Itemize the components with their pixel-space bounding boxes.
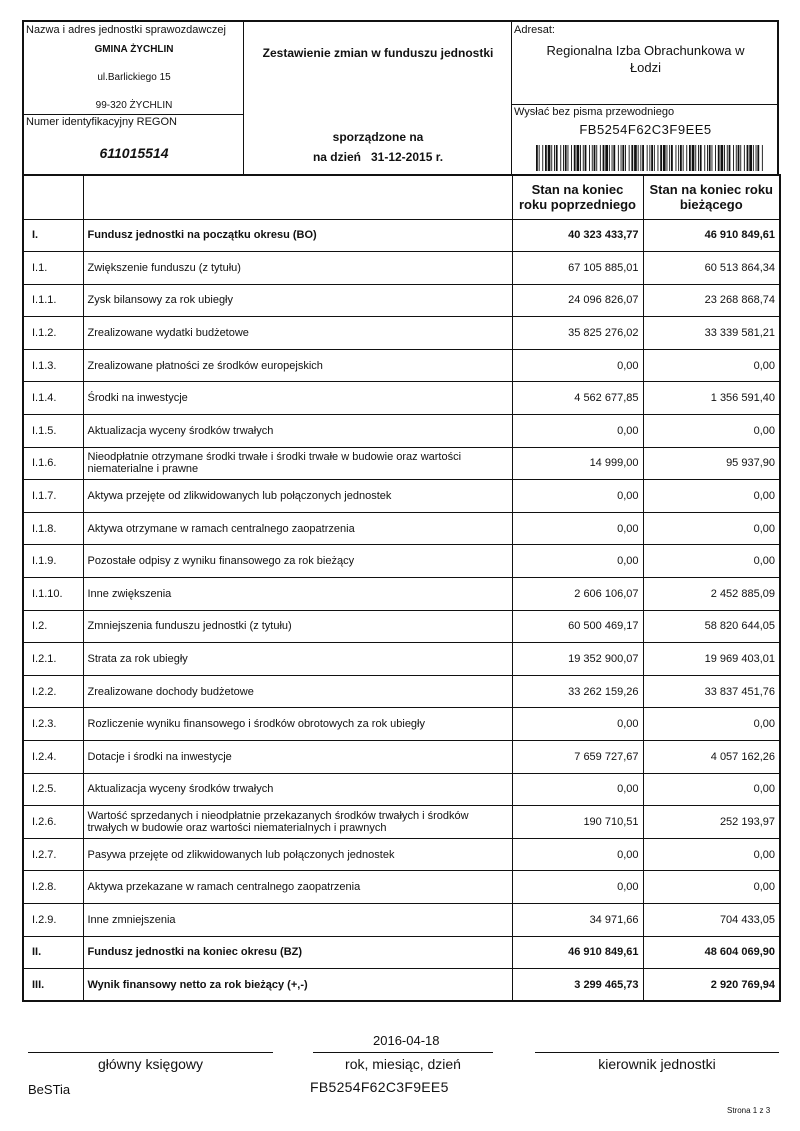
row-prev-value: 0,00 — [512, 545, 643, 578]
row-prev-value: 40 323 433,77 — [512, 219, 643, 252]
row-current-value: 0,00 — [643, 708, 780, 741]
table-row — [23, 349, 780, 382]
table-row — [23, 219, 780, 252]
unit-label: Nazwa i adres jednostki sprawozdawczej — [26, 24, 226, 36]
header-label — [83, 175, 512, 219]
row-number: I.2.6. — [23, 806, 83, 839]
row-prev-value: 0,00 — [512, 512, 643, 545]
table-row — [23, 838, 780, 871]
table-row — [23, 545, 780, 578]
header-prev-year: Stan na koniec roku poprzedniego — [512, 175, 643, 219]
addressee-line-1: Regionalna Izba Obrachunkowa w — [546, 43, 745, 58]
report-header — [22, 20, 779, 174]
table-row — [23, 382, 780, 415]
table-row — [23, 415, 780, 448]
row-current-value: 60 513 864,34 — [643, 252, 780, 285]
row-prev-value: 2 606 106,07 — [512, 578, 643, 611]
row-prev-value: 14 999,00 — [512, 447, 643, 480]
send-box — [512, 104, 779, 174]
row-number: I.1.3. — [23, 349, 83, 382]
row-label: Aktywa otrzymane w ramach centralnego zaopatrzenia — [83, 512, 512, 545]
row-number: I.2.3. — [23, 708, 83, 741]
row-label: Wartość sprzedanych i nieodpłatnie przekazanych środków trwałych i środków trwałych w budowie oraz wartości niematerialnych i prawnych — [83, 806, 512, 839]
addressee-label: Adresat: — [514, 24, 555, 36]
regon-label: Numer identyfikacyjny REGON — [26, 116, 177, 128]
row-label: Zrealizowane płatności ze środków europejskich — [83, 349, 512, 382]
row-prev-value: 0,00 — [512, 871, 643, 904]
document-title: Zestawienie zmian w funduszu jednostki — [262, 46, 494, 60]
prepared-label: sporządzone na — [332, 130, 424, 144]
table-row — [23, 512, 780, 545]
row-number: I.2.7. — [23, 838, 83, 871]
row-prev-value: 0,00 — [512, 415, 643, 448]
row-prev-value: 0,00 — [512, 838, 643, 871]
row-number: I.1.5. — [23, 415, 83, 448]
row-label: Zrealizowane wydatki budżetowe — [83, 317, 512, 350]
row-label: Aktywa przekazane w ramach centralnego zaopatrzenia — [83, 871, 512, 904]
row-label: Inne zwiększenia — [83, 578, 512, 611]
row-current-value: 252 193,97 — [643, 806, 780, 839]
fund-changes-table — [22, 174, 781, 1002]
table-row — [23, 773, 780, 806]
addressee-name — [522, 42, 769, 76]
row-number: I.2.1. — [23, 643, 83, 676]
row-number: I.2. — [23, 610, 83, 643]
row-prev-value: 33 262 159,26 — [512, 675, 643, 708]
row-label: Zysk bilansowy za rok ubiegły — [83, 284, 512, 317]
row-prev-value: 0,00 — [512, 708, 643, 741]
row-label: Środki na inwestycje — [83, 382, 512, 415]
row-current-value: 0,00 — [643, 415, 780, 448]
row-number: I.1.9. — [23, 545, 83, 578]
table-row — [23, 578, 780, 611]
row-label: Rozliczenie wyniku finansowego i środków obrotowych za rok ubiegły — [83, 708, 512, 741]
row-label: Nieodpłatnie otrzymane środki trwałe i środki trwałe w budowie oraz wartości niematerialne i prawne — [83, 447, 512, 480]
row-prev-value: 46 910 849,61 — [512, 936, 643, 969]
table-row — [23, 871, 780, 904]
row-prev-value: 24 096 826,07 — [512, 284, 643, 317]
row-label: Dotacje i środki na inwestycje — [83, 741, 512, 774]
row-current-value: 0,00 — [643, 512, 780, 545]
row-current-value: 0,00 — [643, 838, 780, 871]
as-of-date: 31-12-2015 r. — [370, 150, 444, 164]
table-row — [23, 252, 780, 285]
row-current-value: 46 910 849,61 — [643, 219, 780, 252]
head-signature-line — [535, 1052, 779, 1053]
date-label: rok, miesiąc, dzień — [345, 1056, 461, 1072]
row-label: Zwiększenie funduszu (z tytułu) — [83, 252, 512, 285]
row-current-value: 95 937,90 — [643, 447, 780, 480]
table-row — [23, 284, 780, 317]
row-prev-value: 60 500 469,17 — [512, 610, 643, 643]
row-current-value: 0,00 — [643, 871, 780, 904]
row-prev-value: 7 659 727,67 — [512, 741, 643, 774]
row-current-value: 2 452 885,09 — [643, 578, 780, 611]
row-current-value: 33 339 581,21 — [643, 317, 780, 350]
row-label: Fundusz jednostki na koniec okresu (BZ) — [83, 936, 512, 969]
table-row — [23, 903, 780, 936]
row-current-value: 4 057 162,26 — [643, 741, 780, 774]
row-prev-value: 19 352 900,07 — [512, 643, 643, 676]
row-number: I.2.8. — [23, 871, 83, 904]
row-number: I.1.8. — [23, 512, 83, 545]
row-prev-value: 34 971,66 — [512, 903, 643, 936]
addressee-box — [512, 22, 779, 174]
row-prev-value: 0,00 — [512, 349, 643, 382]
row-current-value: 48 604 069,90 — [643, 936, 780, 969]
row-prev-value: 0,00 — [512, 773, 643, 806]
row-prev-value: 0,00 — [512, 480, 643, 513]
row-current-value: 33 837 451,76 — [643, 675, 780, 708]
as-of-prefix: na dzień — [312, 150, 361, 164]
row-number: II. — [23, 936, 83, 969]
row-label: Fundusz jednostki na początku okresu (BO) — [83, 219, 512, 252]
table-row — [23, 480, 780, 513]
send-code: FB5254F62C3F9EE5 — [579, 122, 712, 137]
as-of-date-line — [244, 150, 512, 164]
row-current-value: 23 268 868,74 — [643, 284, 780, 317]
row-number: I.1.4. — [23, 382, 83, 415]
row-label: Pozostałe odpisy z wyniku finansowego za rok bieżący — [83, 545, 512, 578]
row-number: I.2.9. — [23, 903, 83, 936]
unit-head-label: kierownik jednostki — [598, 1056, 716, 1072]
title-box — [244, 22, 512, 174]
row-number: I.1.2. — [23, 317, 83, 350]
row-prev-value: 4 562 677,85 — [512, 382, 643, 415]
table-row — [23, 708, 780, 741]
row-number: I.1.6. — [23, 447, 83, 480]
row-label: Aktualizacja wyceny środków trwałych — [83, 415, 512, 448]
row-number: I.2.5. — [23, 773, 83, 806]
row-current-value: 0,00 — [643, 545, 780, 578]
row-current-value: 0,00 — [643, 480, 780, 513]
regon-box — [24, 114, 243, 174]
unit-city: 99-320 ŻYCHLIN — [95, 100, 173, 111]
row-current-value: 58 820 644,05 — [643, 610, 780, 643]
table-row — [23, 675, 780, 708]
row-prev-value: 3 299 465,73 — [512, 969, 643, 1002]
chief-accountant-label: główny księgowy — [97, 1056, 204, 1072]
row-current-value: 0,00 — [643, 349, 780, 382]
reporting-unit-box — [24, 22, 244, 174]
row-label: Inne zmniejszenia — [83, 903, 512, 936]
row-label: Strata za rok ubiegły — [83, 643, 512, 676]
row-current-value: 1 356 591,40 — [643, 382, 780, 415]
table-row — [23, 643, 780, 676]
row-number: I.2.4. — [23, 741, 83, 774]
row-number: I.1.10. — [23, 578, 83, 611]
send-label: Wysłać bez pisma przewodniego — [514, 106, 675, 118]
date-signature-line — [313, 1052, 493, 1053]
row-label: Aktywa przejęte od zlikwidowanych lub połączonych jednostek — [83, 480, 512, 513]
accountant-signature-line — [28, 1052, 273, 1053]
row-prev-value: 67 105 885,01 — [512, 252, 643, 285]
regon-value: 611015514 — [99, 145, 169, 161]
software-name: BeSTia — [28, 1082, 71, 1097]
row-number: I. — [23, 219, 83, 252]
table-row — [23, 936, 780, 969]
row-number: III. — [23, 969, 83, 1002]
addressee-line-2: Łodzi — [629, 60, 662, 75]
table-row — [23, 741, 780, 774]
table-row — [23, 806, 780, 839]
row-label: Zrealizowane dochody budżetowe — [83, 675, 512, 708]
row-number: I.1.1. — [23, 284, 83, 317]
row-prev-value: 190 710,51 — [512, 806, 643, 839]
table-row — [23, 610, 780, 643]
row-current-value: 704 433,05 — [643, 903, 780, 936]
row-label: Wynik finansowy netto za rok bieżący (+,-) — [83, 969, 512, 1002]
table-header-row — [23, 175, 780, 219]
row-current-value: 19 969 403,01 — [643, 643, 780, 676]
row-prev-value: 35 825 276,02 — [512, 317, 643, 350]
signature-date: 2016-04-18 — [373, 1033, 440, 1048]
header-current-year: Stan na koniec roku bieżącego — [643, 175, 780, 219]
page-number: Strona 1 z 3 — [727, 1106, 771, 1115]
row-current-value: 2 920 769,94 — [643, 969, 780, 1002]
row-current-value: 0,00 — [643, 773, 780, 806]
row-number: I.1.7. — [23, 480, 83, 513]
row-label: Zmniejszenia funduszu jednostki (z tytułu) — [83, 610, 512, 643]
unit-street: ul.Barlickiego 15 — [97, 72, 171, 83]
row-number: I.2.2. — [23, 675, 83, 708]
header-no — [23, 175, 83, 219]
table-row — [23, 969, 780, 1002]
table-row — [23, 447, 780, 480]
barcode-icon — [536, 145, 764, 171]
footer-code: FB5254F62C3F9EE5 — [310, 1079, 449, 1095]
table-row — [23, 317, 780, 350]
row-label: Pasywa przejęte od zlikwidowanych lub połączonych jednostek — [83, 838, 512, 871]
row-number: I.1. — [23, 252, 83, 285]
unit-name: GMINA ŻYCHLIN — [94, 44, 174, 55]
row-label: Aktualizacja wyceny środków trwałych — [83, 773, 512, 806]
